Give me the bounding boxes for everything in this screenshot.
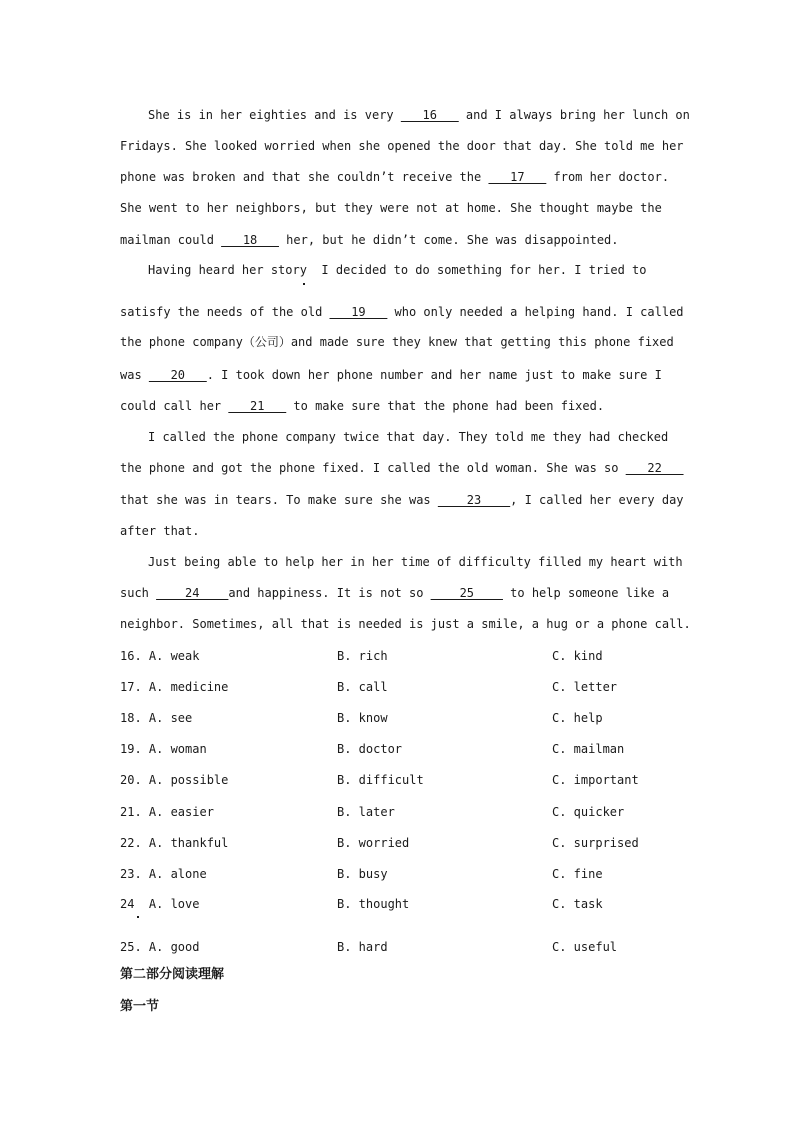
option-a: 25. A. good [120,940,200,954]
passage-line: Fridays. She looked worried when she opened the door that day. She told me her [120,139,684,153]
blank-24: ____24____ [156,586,229,600]
passage-line: mailman could ___18___ her, but he didn’t come. She was disappointed. [120,233,619,247]
option-c: C. quicker [552,805,625,819]
blank-16: ___16___ [400,108,459,122]
option-b: B. difficult [337,773,424,787]
blank-23: ____23____ [437,493,511,507]
passage-line: Just being able to help her in her time of difficulty filled my heart with [148,555,683,569]
option-b: B. know [337,711,388,725]
option-c: C. fine [552,867,603,881]
emphasis-dot [303,283,305,285]
option-b: B. rich [337,649,388,663]
option-a: 17. A. medicine [120,680,229,694]
blank-19: ___19___ [329,305,388,319]
section-title: 第二部分阅读理解 [120,967,225,982]
option-b: B. doctor [337,742,403,756]
blank-22: ___22___ [625,461,684,475]
passage-line: the phone company（公司）and made sure they knew that getting this phone fixed [120,335,674,349]
option-c: C. kind [552,649,603,663]
option-a: 23. A. alone [120,867,207,881]
option-c: C. surprised [552,836,639,850]
option-a: 16. A. weak [120,649,200,663]
option-c: C. task [552,897,603,911]
option-a: 24 A. love [120,897,200,911]
passage-line: neighbor. Sometimes, all that is needed is just a smile, a hug or a phone call. [120,617,691,631]
option-b: B. worried [337,836,410,850]
emphasis-dot [137,916,139,918]
passage-line: phone was broken and that she couldn’t receive the ___17___ from her doctor. [120,170,670,184]
option-a: 19. A. woman [120,742,207,756]
option-c: C. important [552,773,639,787]
option-a: 18. A. see [120,711,193,725]
passage-line: the phone and got the phone fixed. I called the old woman. She was so ___22___ [120,461,684,475]
passage-line: could call her ___21___ to make sure that the phone had been fixed. [120,399,605,413]
passage-line: I called the phone company twice that day. They told me they had checked [148,430,669,444]
option-a: 22. A. thankful [120,836,229,850]
option-c: C. letter [552,680,618,694]
option-c: C. useful [552,940,618,954]
passage-line: was ___20___. I took down her phone number and her name just to make sure I [120,368,662,382]
option-c: C. mailman [552,742,625,756]
option-a: 20. A. possible [120,773,229,787]
blank-18: ___18___ [221,233,279,247]
subsection-title: 第一节 [120,999,160,1014]
blank-21: ___21___ [228,399,287,413]
option-c: C. help [552,711,603,725]
blank-17: ___17___ [488,170,547,184]
option-b: B. busy [337,867,388,881]
option-b: B. thought [337,897,410,911]
blank-25: ____25____ [430,586,503,600]
option-b: B. later [337,805,395,819]
passage-line: She is in her eighties and is very ___16___ and I always bring her lunch on [148,108,690,122]
passage-line: Having heard her story I decided to do something for her. I tried to [148,263,647,277]
option-b: B. hard [337,940,388,954]
option-a: 21. A. easier [120,805,214,819]
passage-line: such ____24____and happiness. It is not so ____25____ to help someone like a [120,586,670,600]
passage-line: She went to her neighbors, but they were not at home. She thought maybe the [120,201,662,215]
blank-20: ___20___ [148,368,207,382]
option-b: B. call [337,680,388,694]
passage-line: that she was in tears. To make sure she was ____23____, I called her every day [120,493,684,507]
passage-line: after that. [120,524,200,538]
passage-line: satisfy the needs of the old ___19___ who only needed a helping hand. I called [120,305,684,319]
